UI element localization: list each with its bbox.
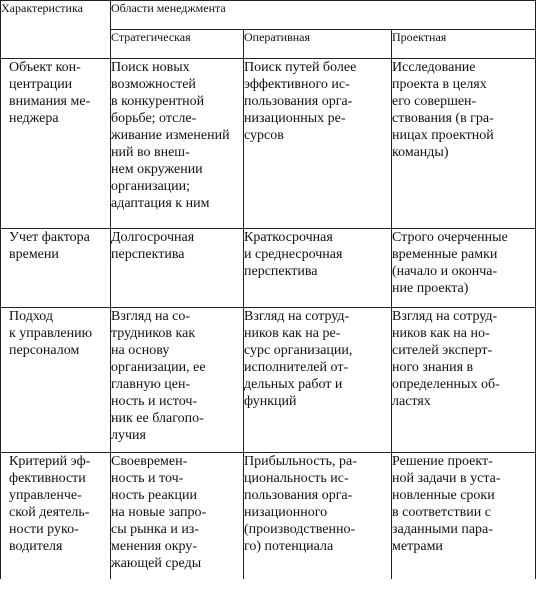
cell-text-line: трудников как: [111, 326, 196, 341]
cell-text-line: Подход: [9, 309, 54, 324]
cell-text-line: ской деятель-: [9, 505, 90, 520]
cell-text-line: сурс организации,: [244, 343, 353, 358]
cell-text-line: ной задачи в уста-: [392, 471, 501, 486]
cell-text-line: заданными пара-: [392, 522, 493, 537]
cell-text-line: сы рынка и из-: [111, 522, 199, 537]
cell-text-line: Краткосрочная: [244, 230, 333, 245]
header-project: Проектная: [392, 30, 536, 59]
cell-text-line: лучия: [111, 428, 146, 443]
cell-text-line: го) потенциала: [244, 539, 334, 554]
cell-project: [392, 229, 536, 308]
cell-text-line: живание изменений: [111, 128, 230, 143]
cell-text-line: Исследование: [392, 60, 476, 75]
cell-text-line: центрации: [9, 77, 73, 92]
cell-text-line: сителей эксперт-: [392, 343, 493, 358]
cell-strategic: [111, 229, 244, 308]
cell-text-line: Своевремен-: [111, 454, 188, 469]
cell-text-line: на новые запро-: [111, 505, 207, 520]
cell-text-line: определенных об-: [392, 377, 500, 392]
cell-text-line: дельных работ и: [244, 377, 343, 392]
cell-text-line: Прибыльность, ра-: [244, 454, 357, 469]
cell-text-line: команды): [392, 145, 449, 160]
cell-text-line: перспектива: [111, 247, 185, 262]
cell-text-line: организации, ее: [111, 360, 206, 375]
cell-text-line: ников как на но-: [392, 326, 490, 341]
cell-text-line: управленче-: [9, 488, 82, 503]
cell-text-line: Поиск новых: [111, 60, 190, 75]
cell-text-line: адаптация к ним: [111, 196, 210, 211]
header-management-areas: Области менеджмента: [111, 1, 536, 30]
cell-text-line: низационных ре-: [244, 111, 346, 126]
cell-text-line: Объект кон-: [9, 60, 81, 75]
cell-strategic: [111, 453, 244, 580]
cell-text-line: возможностей: [111, 77, 196, 92]
cell-operational: [244, 229, 392, 308]
cell-strategic: [111, 59, 244, 229]
cell-text-line: Строго очерченные: [392, 230, 508, 245]
cell-text-line: Взгляд на сотруд-: [392, 309, 498, 324]
cell-project: [392, 308, 536, 453]
cell-text-line: перспектива: [244, 264, 318, 279]
cell-text-line: ствования (в гра-: [392, 111, 494, 126]
cell-text-line: борьбе; отсле-: [111, 111, 197, 126]
cell-text-line: ности руко-: [9, 522, 79, 537]
cell-characteristic: [1, 229, 111, 308]
cell-text-line: организации;: [111, 179, 191, 194]
cell-text-line: главную цен-: [111, 377, 191, 392]
cell-text-line: ний во внеш-: [111, 145, 190, 160]
cell-text-line: в соответствии с: [392, 505, 491, 520]
cell-project: [392, 453, 536, 580]
cell-characteristic: [1, 453, 111, 580]
cell-text-line: ник ее благопо-: [111, 411, 204, 426]
cell-text-line: циональность ис-: [244, 471, 349, 486]
cell-text-line: Взгляд на сотруд-: [244, 309, 350, 324]
cell-text-line: жающей среды: [111, 556, 202, 571]
cell-text-line: внимания ме-: [9, 94, 91, 109]
cell-text-line: ность и источ-: [111, 394, 198, 409]
cell-text-line: ластях: [392, 394, 431, 409]
table-row: [1, 59, 536, 229]
cell-text-line: неджера: [9, 111, 59, 126]
cell-text-line: эффективного ис-: [244, 77, 350, 92]
cell-characteristic: [1, 59, 111, 229]
cell-text-line: (начало и оконча-: [392, 264, 498, 279]
header-operational: Оперативная: [244, 30, 392, 59]
table-body: [1, 59, 536, 580]
cell-text-line: Учет фактора: [9, 230, 90, 245]
cell-project: [392, 59, 536, 229]
cell-text-line: Поиск путей более: [244, 60, 357, 75]
cell-text-line: на основу: [111, 343, 170, 358]
cell-text-line: (производственно-: [244, 522, 356, 537]
cell-strategic: [111, 308, 244, 453]
cell-text-line: пользования орга-: [244, 488, 353, 503]
cell-text-line: фективности: [9, 471, 86, 486]
cell-text-line: ников как на ре-: [244, 326, 341, 341]
cell-text-line: пользования орга-: [244, 94, 353, 109]
cell-text-line: и среднесрочная: [244, 247, 343, 262]
header-strategic: Стратегическая: [111, 30, 244, 59]
cell-text-line: Взгляд на со-: [111, 309, 191, 324]
table-row: [1, 229, 536, 308]
cell-operational: [244, 308, 392, 453]
table-row: [1, 308, 536, 453]
table-row: [1, 453, 536, 580]
cell-text-line: его совершен-: [392, 94, 477, 109]
cell-text-line: новленные сроки: [392, 488, 495, 503]
header-characteristic: Характеристика: [1, 1, 111, 59]
cell-text-line: функций: [244, 394, 297, 409]
cell-text-line: сурсов: [244, 128, 284, 143]
cell-text-line: временные рамки: [392, 247, 498, 262]
cell-text-line: ность реакции: [111, 488, 197, 503]
cell-text-line: менения окру-: [111, 539, 197, 554]
cell-text-line: ность и точ-: [111, 471, 184, 486]
cell-text-line: водителя: [9, 539, 63, 554]
cell-text-line: в конкурентной: [111, 94, 205, 109]
cell-text-line: Долгосрочная: [111, 230, 195, 245]
cell-text-line: персоналом: [9, 343, 80, 358]
cell-text-line: к управлению: [9, 326, 93, 341]
cell-text-line: времени: [9, 247, 59, 262]
cell-text-line: ного знания в: [392, 360, 474, 375]
cell-text-line: ние проекта): [392, 281, 469, 296]
cell-text-line: низационного: [244, 505, 328, 520]
cell-text-line: ницах проектной: [392, 128, 494, 143]
cell-characteristic: [1, 308, 111, 453]
cell-text-line: проекта в целях: [392, 77, 487, 92]
cell-text-line: метрами: [392, 539, 443, 554]
cell-text-line: Критерий эф-: [9, 454, 91, 469]
cell-operational: [244, 453, 392, 580]
cell-text-line: Решение проект-: [392, 454, 493, 469]
cell-text-line: исполнителей от-: [244, 360, 349, 375]
cell-operational: [244, 59, 392, 229]
cell-text-line: нем окружении: [111, 162, 203, 177]
